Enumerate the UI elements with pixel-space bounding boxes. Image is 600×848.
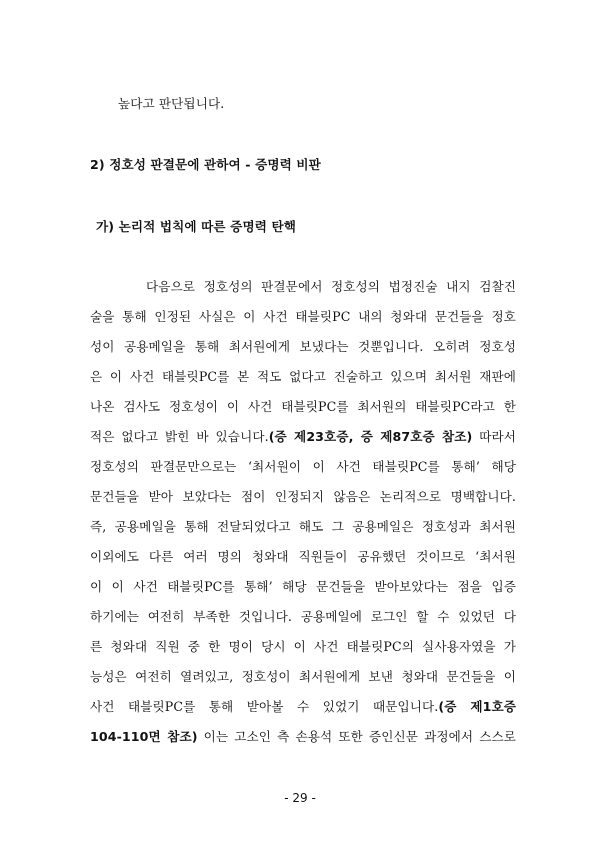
paragraph-line: 은 이 사건 태블릿PC를 본 적도 없다고 진술하고 있으며 최서원 재판에	[90, 369, 516, 384]
page-number: - 29 -	[284, 791, 316, 805]
paragraph-text: 사건 태블릿PC를 통해 받아볼 수 있었기 때문입니다.	[90, 699, 439, 714]
paragraph-line: 이외에도 다른 여러 명의 청와대 직원들이 공유했던 것이므로 ‘최서원	[90, 549, 516, 564]
paragraph-line: 술을 통해 인정된 사실은 이 사건 태블릿PC 내의 청와대 문건들을 정호	[90, 309, 516, 324]
paragraph-text: 적은 없다고 밝힌 바 있습니다.	[90, 429, 269, 444]
paragraph-line: 이 이 사건 태블릿PC를 통해’ 해당 문건들을 받아보았다는 점을 입증	[90, 579, 516, 594]
evidence-reference: (증 제23호증, 증 제87호증 참조)	[268, 429, 473, 444]
paragraph-line: 즉, 공용메일을 통해 전달되었다고 해도 그 공용메일은 정호성과 최서원	[90, 519, 516, 534]
paragraph-line: 정호성의 판결문만으로는 ‘최서원이 이 사건 태블릿PC를 통해’ 해당	[90, 459, 516, 474]
paragraph-line: 나온 검사도 정호성이 이 사건 태블릿PC를 최서원의 태블릿PC라고 한	[90, 399, 516, 414]
paragraph-line	[90, 729, 516, 745]
paragraph-line: 문건들을 받아 보았다는 점이 인정되지 않음은 논리적으로 명백합니다.	[90, 489, 516, 504]
paragraph-text: 이는 고소인 측 손용석 또한 증인신문 과정에서 스스로	[197, 729, 516, 744]
paragraph-line: 른 청와대 직원 중 한 명이 당시 이 사건 태블릿PC의 실사용자였을 가	[90, 639, 516, 654]
paragraph-line: 능성은 여전히 열려있고, 정호성이 최서원에게 보낸 청와대 문건들을 이	[90, 669, 516, 684]
paragraph-line: 성이 공용메일을 통해 최서원에게 보냈다는 것뿐입니다. 오히려 정호성	[90, 339, 516, 354]
paragraph-line: 하기에는 여전히 부족한 것입니다. 공용메일에 로그인 할 수 있었던 다	[90, 609, 516, 624]
paragraph-text: 따라서	[472, 429, 516, 444]
paragraph-line: 다음으로 정호성의 판결문에서 정호성의 법정진술 내지 검찰진	[146, 279, 516, 294]
paragraph-line	[90, 699, 516, 715]
subsection-heading: 가) 논리적 법칙에 따른 증명력 탄핵	[96, 219, 296, 234]
intro-line: 높다고 판단됩니다.	[118, 96, 225, 111]
paragraph-line	[90, 429, 516, 445]
evidence-reference: (증 제1호증	[438, 699, 517, 714]
section-heading: 2) 정호성 판결문에 관하여 - 증명력 비판	[90, 157, 321, 172]
evidence-reference: 104-110면 참조)	[90, 729, 198, 744]
